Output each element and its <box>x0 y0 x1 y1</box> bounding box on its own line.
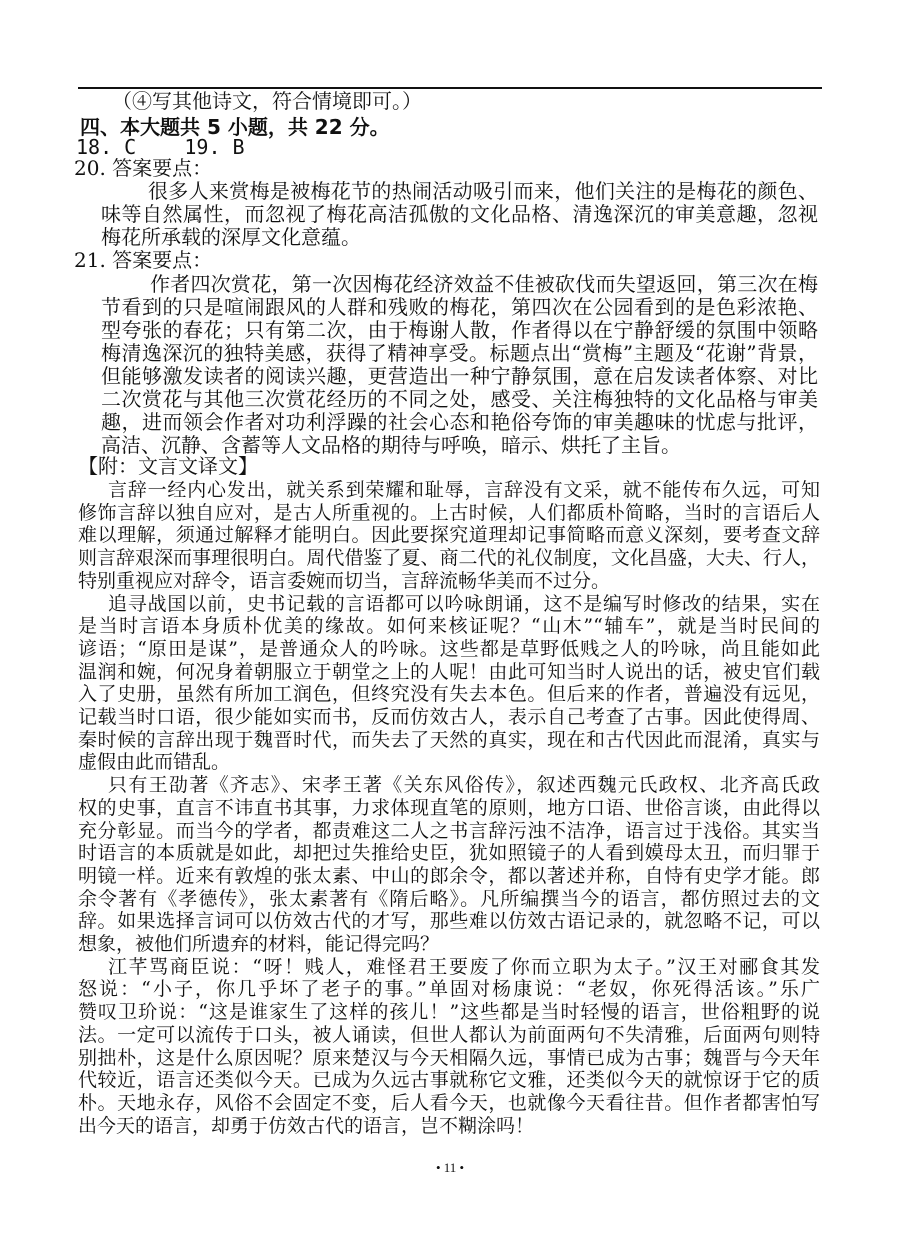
section-heading: 四、本大题共 5 小题，共 22 分。 <box>80 115 390 139</box>
translation-line: 时语言的本质就是如此，却把过失推给史臣，犹如照镜子的人看到嫫母太丑，而归罪于 <box>78 842 820 865</box>
translation-line: 秦时候的言辞出现于魏晋时代，而失去了天然的真实，现在和古代因此而混淆，真实与 <box>78 728 820 751</box>
q20-answer-line: 味等自然属性，而忽视了梅花高洁孤傲的文化品格、清逸深沉的审美意趣，忽视 <box>101 203 818 226</box>
translation-line: 怒说：“小子，你几乎坏了老子的事。”单固对杨康说：“老奴，你死得活该。”乐广 <box>78 978 820 1001</box>
translation-line: 温润和婉，何况身着朝服立于朝堂之上的人呢！由此可知当时人说出的话，被史官们载 <box>78 660 820 683</box>
translation-line: 出今天的语言，却勇于仿效古代的语言，岂不糊涂吗！ <box>78 1114 535 1137</box>
translation-line: 赞叹卫玠说：“这是谁家生了这样的孩儿！”这些都是当时轻慢的语言，世俗粗野的说 <box>78 1001 820 1024</box>
translation-line: 言辞一经内心发出，就关系到荣耀和耻辱，言辞没有文采，就不能传布久远，可知 <box>108 479 820 501</box>
q20-answer-line: 很多人来赏梅是被梅花节的热闹活动吸引而来，他们关注的是梅花的颜色、 <box>148 180 818 203</box>
translation-line: 别拙朴，这是什么原因呢？原来楚汉与今天相隔久远，事情已成为古事；魏晋与今天年 <box>78 1046 820 1069</box>
translation-line: 想象，被他们所遗弃的材料，能记得完吗？ <box>78 933 440 955</box>
translation-line: 谚语；“原田是谋”，是普通众人的吟咏。这些都是草野低贱之人的吟咏，尚且能如此 <box>78 637 820 660</box>
q21-answer-line: 二次赏花与其他三次赏花经历的不同之处，感受、关注梅独特的文化品格与审美 <box>101 388 818 411</box>
translation-line: 入了史册，虽然有所加工润色，但终究没有失去本色。但后来的作者，普遍没有远见， <box>78 683 820 706</box>
translation-line: 代较近，语言还类似今天。已成为久远古事就称它文雅，还类似今天的就惊讶于它的质 <box>78 1069 820 1092</box>
q21-answer-line: 高洁、沉静、含蓄等人文品格的期待与呼唤，暗示、烘托了主旨。 <box>101 433 681 457</box>
translation-line: 是当时言语本身质朴优美的缘故。如何来核证呢？“山木”“辅车”，就是当时民间的 <box>78 615 820 638</box>
q21-answer-line: 但能够激发读者的阅读兴趣，更营造出一种宁静氛围，意在启发读者体察、对比 <box>101 365 818 388</box>
translation-line: 充分彰显。而当今的学者，都责难这二人之书言辞污浊不洁净，语言过于浅俗。其实当 <box>78 819 820 842</box>
q21-answer-line: 趣，进而领会作者对功利浮躁的社会心态和艳俗夸饰的审美趣味的忧虑与批评， <box>101 411 818 434</box>
translation-line: 朴。天地永存，风俗不会固定不变，后人看今天，也就像今天看往昔。但作者都害怕写 <box>78 1091 820 1114</box>
translation-line: 法。一定可以流传于口头，被人诵读，但世人都认为前面两句不失清雅，后面两句则特 <box>78 1023 820 1046</box>
translation-line: 则言辞艰深而事理很明白。周代借鉴了夏、商二代的礼仪制度，文化昌盛，大夫、行人， <box>78 547 820 570</box>
translation-line: 权的史事，直言不讳直书其事，力求体现直笔的原则，地方口语、世俗言谈，由此得以 <box>78 796 820 819</box>
q21-label: 21. 答案要点： <box>74 248 213 272</box>
translation-line: 特别重视应对辞令，语言委婉而切当，言辞流畅华美而不过分。 <box>78 569 611 592</box>
translation-line: 辞。如果选择言词可以仿效古代的才写，那些难以仿效古语记录的，就忽略不记，可以 <box>78 910 820 933</box>
appendix-title: 【附：文言文译文】 <box>78 454 258 478</box>
translation-line: 追寻战国以前，史书记载的言语都可以吟咏朗诵，这不是编写时修改的结果，实在 <box>108 592 820 615</box>
translation-line: 余令著有《孝德传》，张太素著有《隋后略》。凡所编撰当今的语言，都仿照过去的文 <box>78 887 820 910</box>
translation-line: 明镜一样。近来有敦煌的张太素、中山的郎余令，都以著述并称，自恃有史学才能。郎 <box>78 864 820 887</box>
translation-line: 只有王劭著《齐志》、宋孝王著《关东风俗传》，叙述西魏元氏政权、北齐高氏政 <box>108 774 820 797</box>
translation-line: 记载当时口语，很少能如实而书，反而仿效古人，表示自己考查了古事。因此使得周、 <box>78 706 820 728</box>
q20-answer-line: 梅花所承载的深厚文化意蕴。 <box>101 225 361 249</box>
page-number: • 11 • <box>435 1160 465 1175</box>
note-line: （④写其他诗文，符合情境即可。） <box>112 89 422 113</box>
mc-answers: 18. C 19. B <box>76 135 245 159</box>
q21-answer-line: 型夸张的春花；只有第二次，由于梅谢人散，作者得以在宁静舒缓的氛围中领略 <box>101 319 818 342</box>
q20-label: 20. 答案要点： <box>74 156 213 180</box>
translation-line: 难以理解，须通过解释才能明白。因此要探究道理却记事简略而意义深刻，要考查文辞 <box>78 524 820 547</box>
translation-line: 修饰言辞以独自应对，是古人所重视的。上古时候，人们都质朴简略，当时的言语后人 <box>78 501 820 524</box>
q21-answer-line: 作者四次赏花，第一次因梅花经济效益不佳被砍伐而失望返回，第三次在梅 <box>150 273 818 296</box>
q21-answer-line: 节看到的只是喧闹跟风的人群和残败的梅花，第四次在公园看到的是色彩浓艳、 <box>101 296 818 319</box>
q21-answer-line: 梅清逸深沉的独特美感，获得了精神享受。标题点出“赏梅”主题及“花谢”背景， <box>101 342 818 365</box>
translation-line: 虚假由此而错乱。 <box>78 751 231 774</box>
translation-line: 江芊骂商臣说：“呀！贱人，难怪君王要废了你而立职为太子。”汉王对郦食其发 <box>108 955 820 978</box>
